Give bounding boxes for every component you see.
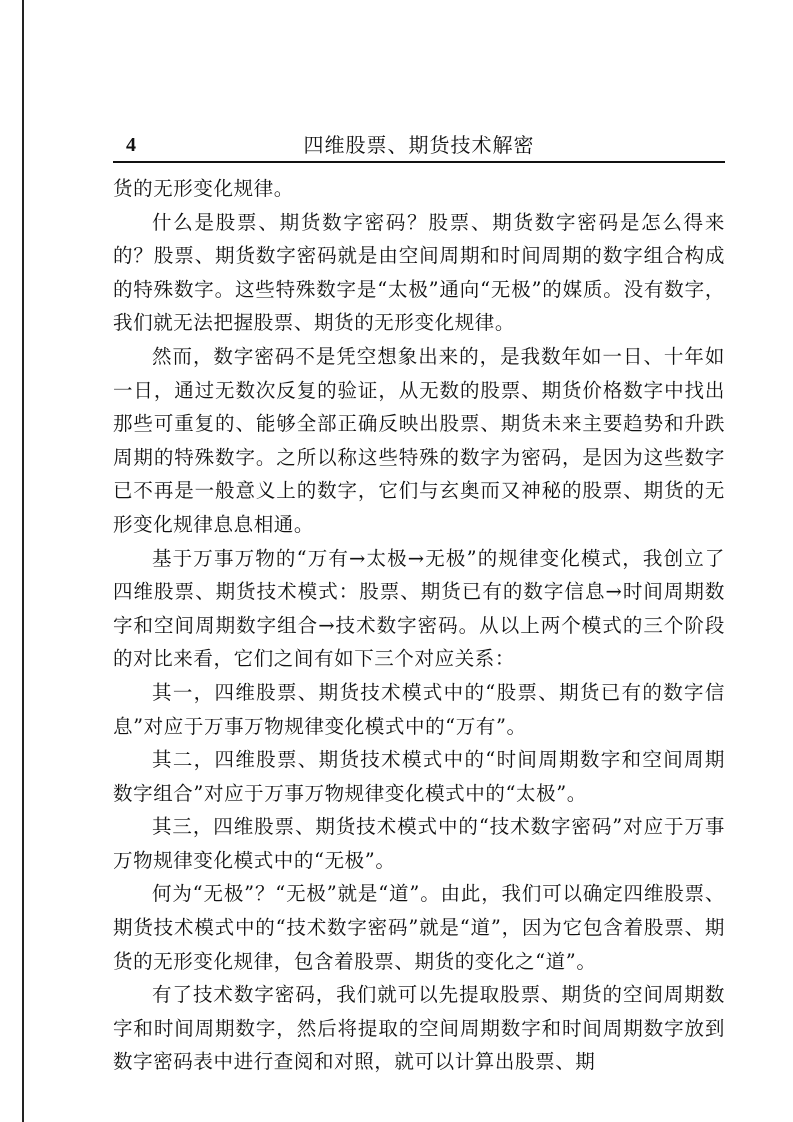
- running-title: 四维股票、期货技术解密: [303, 133, 535, 157]
- paragraph: 然而，数字密码不是凭空想象出来的，是我数年如一日、十年如一日，通过无数次反复的验证，从无数的股票、期货价格数字中找出那些可重复的、能够全部正确反映出股票、期货未来主要趋势和升跌周期的特殊数字。之所以称这些特殊的数字为密码，是因为这些数字已不再是一般意义上的数字，它们与玄奥而又神秘的股票、期货的无形变化规律息息相通。: [113, 344, 725, 536]
- paragraph-continuation: 货的无形变化规律。: [113, 177, 294, 200]
- paragraph: 其一，四维股票、期货技术模式中的“股票、期货已有的数字信息”对应于万事万物规律变化模式中的“万有”。: [113, 680, 725, 738]
- paragraph: 何为“无极”？“无极”就是“道”。由此，我们可以确定四维股票、期货技术模式中的“技术数字密码”就是“道”，因为它包含着股票、期货的无形变化规律，包含着股票、期货的变化之“道”。: [113, 882, 725, 973]
- paragraph: 基于万事万物的“万有→太极→无极”的规律变化模式，我创立了四维股票、期货技术模式：股票、期货已有的数字信息→时间周期数字和空间周期数字组合→技术数字密码。从以上两个模式的三个阶段的对比来看，它们之间有如下三个对应关系：: [113, 546, 725, 671]
- paragraph: 什么是股票、期货数字密码？股票、期货数字密码是怎么得来的？股票、期货数字密码就是由空间周期和时间周期的数字组合构成的特殊数字。这些特殊数字是“太极”通向“无极”的媒质。没有数字，我们就无法把握股票、期货的无形变化规律。: [113, 210, 725, 335]
- paragraph: 其二，四维股票、期货技术模式中的“时间周期数字和空间周期数字组合”对应于万事万物规律变化模式中的“太极”。: [113, 748, 725, 805]
- paragraph: 有了技术数字密码，我们就可以先提取股票、期货的空间周期数字和时间周期数字，然后将提取的空间周期数字和时间周期数字放到数字密码表中进行查阅和对照，就可以计算出股票、期: [113, 983, 725, 1074]
- page-binding-line: [22, 0, 24, 1122]
- body-text: [113, 172, 725, 1079]
- header-rule: [113, 161, 725, 163]
- page-number: 4: [126, 134, 136, 156]
- page-header: [113, 133, 725, 159]
- paragraph: 其三，四维股票、期货技术模式中的“技术数字密码”对应于万事万物规律变化模式中的“无极”。: [113, 815, 725, 872]
